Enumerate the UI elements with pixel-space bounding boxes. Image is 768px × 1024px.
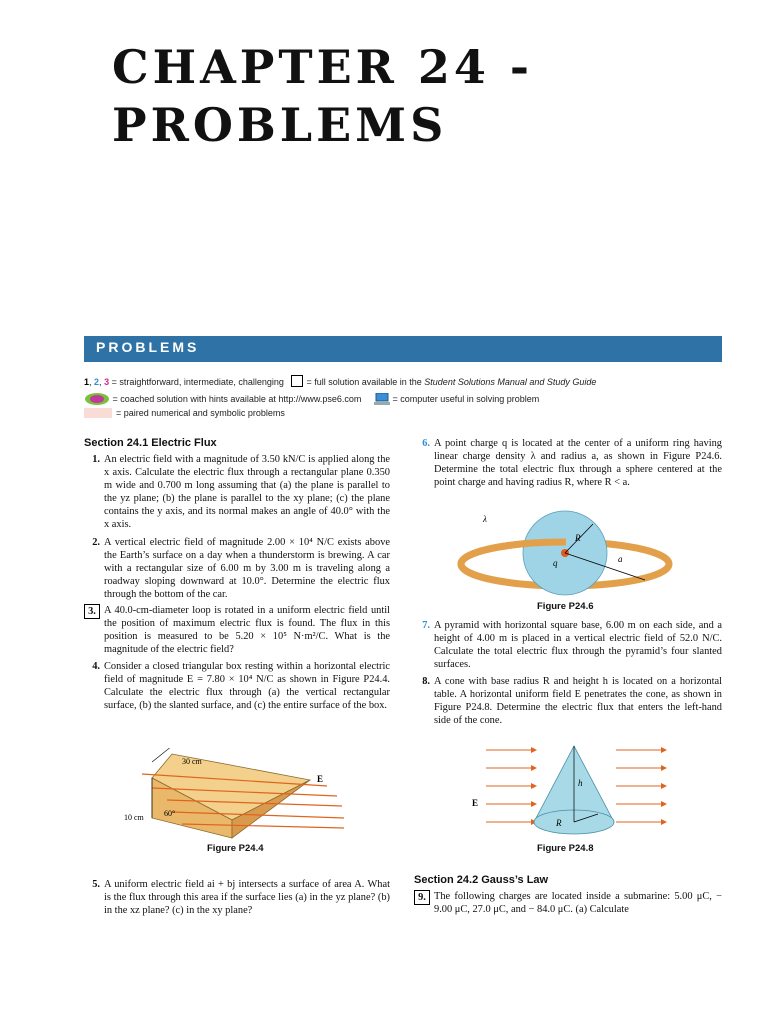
fig8-R-label: R [556, 818, 562, 828]
legend-full-solution: = full solution available in the [306, 377, 425, 387]
problem-number: 4. [92, 661, 100, 672]
fig8-E-label: E [472, 798, 479, 808]
problem-text: A point charge q is located at the center of a uniform ring having linear charge density λ and radius a, as shown in Figure P24.6. Determine the total electric flux through a sphere centered at the point charge and having radius R, where R < a. [434, 438, 722, 488]
figure-p24-8-caption: Figure P24.8 [537, 843, 594, 854]
fig4-field-label: E [317, 774, 324, 784]
chapter-title-line1: CHAPTER 24 - [112, 40, 534, 94]
problem-number: 9. [414, 890, 430, 905]
legend-paired-text: = paired numerical and symbolic problems [116, 408, 285, 418]
problem-text: A vertical electric field of magnitude 2.00 × 10⁴ N/C exists above the Earth’s surface on a day when a thunderstorm is brewing. A car with a rectangular size of 6.00 m by 3.00 m is traveling along a roadway sloping downward at 10.0°. Determine the electric flux through the bottom of the car. [104, 537, 390, 600]
problem-1 [84, 453, 390, 531]
chapter-title [112, 38, 533, 154]
fig4-angle-label: 60° [164, 809, 176, 818]
section-24-2-heading: Section 24.2 Gauss’s Law [414, 874, 549, 886]
legend-manual: Student Solutions Manual and Study Guide [424, 377, 597, 387]
chapter-title-line2: PROBLEMS [112, 98, 448, 152]
fig8-h-label: h [578, 778, 583, 788]
figure-p24-8 [466, 742, 676, 838]
fig6-a-label: a [618, 554, 623, 564]
problem-text: An electric field with a magnitude of 3.50 kN/C is applied along the x axis. Calculate the electric flux through a rectangular plane 0.350 m wide and 0.700 m long assuming that (a) the plane is parallel to the yz plane; (b) the plane is parallel to the xy plane; (c) the plane contains the y axis, and its normal makes an angle of 40.0° with the x axis. [104, 454, 390, 530]
problem-text: A cone with base radius R and height h is located on a horizontal table. A horizontal uniform field E penetrates the cone, as shown in Figure P24.8. Determine the electric flux that enters the left-hand side of the cone. [434, 676, 722, 726]
problem-text: Consider a closed triangular box resting within a horizontal electric field of magnitude E = 7.80 × 10⁴ N/C as shown in Figure P24.4. Calculate the electric flux through (a) the vertical rectangular surface, (b) the slanted surface, and (c) the entire surface of the box. [104, 661, 390, 711]
figure-p24-4 [112, 748, 362, 840]
fig6-q-label: q [553, 558, 558, 568]
problem-number: 8. [422, 676, 430, 687]
fig6-lambda-label: λ [483, 514, 487, 524]
legend-coached-text: = coached solution with hints available at http://www.pse6.com [112, 394, 362, 404]
problem-2 [84, 536, 390, 601]
legend-n2: 2 [94, 377, 100, 387]
problem-number: 6. [422, 438, 430, 449]
problem-6 [414, 437, 722, 489]
figure-p24-4-caption: Figure P24.4 [207, 843, 264, 854]
problems-banner [84, 336, 722, 362]
problem-text: A uniform electric field ai + bj intersects a surface of area A. What is the flux through this area if the surface lies (a) in the yz plane? (b) in the xz plane? (c) in the xy plane? [104, 879, 390, 916]
paired-swatch [84, 408, 112, 418]
figure-p24-6-caption: Figure P24.6 [537, 601, 594, 612]
section-24-1-heading: Section 24.1 Electric Flux [84, 437, 217, 449]
legend-paired [84, 408, 285, 418]
problem-9 [414, 890, 722, 916]
problem-text: A pyramid with horizontal square base, 6.00 m on each side, and a height of 4.00 m is placed in a vertical electric field of 52.0 N/C. Calculate the total electric flux through the pyramid’s four slanted surfaces. [434, 620, 722, 670]
problem-7 [414, 619, 722, 671]
legend-difficulty-text: = straightforward, intermediate, challenging [111, 377, 284, 387]
banner-label: PROBLEMS [96, 339, 200, 355]
problem-text: A 40.0-cm-diameter loop is rotated in a uniform electric field until the position of maximum electric flux is found. The flux in this position is measured to be 5.20 × 10⁵ N·m²/C. What is the magnitude of the electric field? [104, 605, 390, 655]
fig4-label-30cm: 30 cm [182, 757, 202, 766]
problem-3 [84, 604, 390, 656]
full-solution-box-icon [291, 375, 303, 387]
legend-coached [84, 392, 539, 406]
problem-text: The following charges are located inside a submarine: 5.00 μC, − 9.00 μC, 27.0 μC, and − 84.0 μC. (a) Calculate [434, 891, 722, 915]
legend-n1: 1 [84, 377, 90, 387]
computer-icon [374, 393, 390, 405]
fig6-R-label: R [575, 533, 581, 543]
legend-computer-text: = computer useful in solving problem [392, 394, 540, 404]
coached-icon [84, 392, 110, 406]
problem-8 [414, 675, 722, 727]
problem-number: 2. [92, 537, 100, 548]
legend-n3: 3 [104, 377, 110, 387]
figure-p24-6 [455, 508, 675, 600]
problem-number: 1. [92, 454, 100, 465]
legend-difficulty: 1, 2, 3 = straightforward, intermediate, challenging = full solution available in the Student Solutions Manual and Study Guide [84, 377, 597, 387]
problem-number: 3. [84, 604, 100, 619]
problem-4 [84, 660, 390, 712]
fig4-label-10cm: 10 cm [124, 813, 144, 822]
problem-5 [84, 878, 390, 917]
problem-number: 5. [92, 879, 100, 890]
problem-number: 7. [422, 620, 430, 631]
